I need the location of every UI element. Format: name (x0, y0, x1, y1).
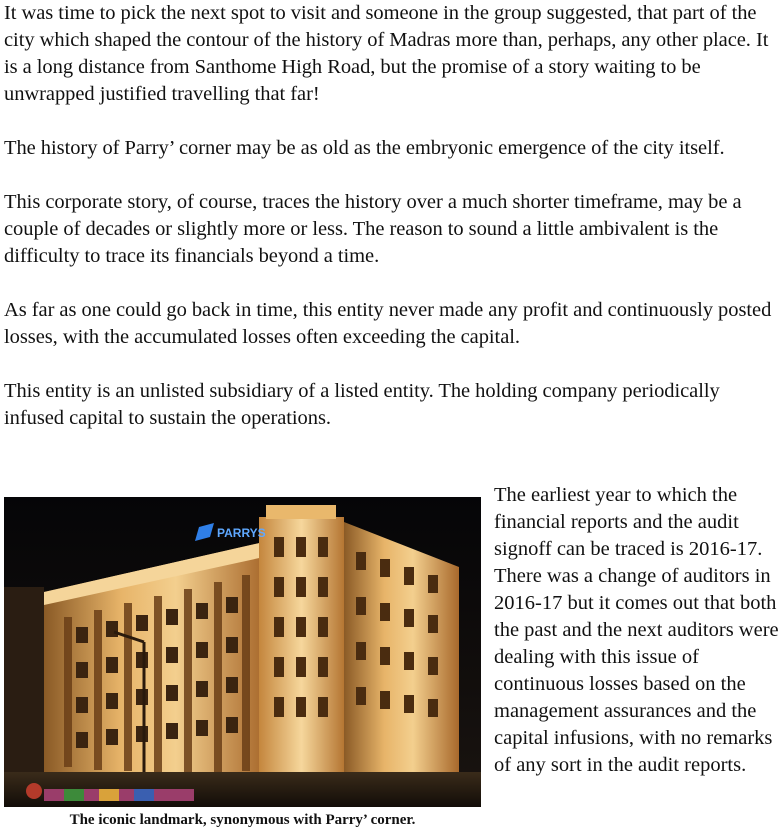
paragraph-losses: As far as one could go back in time, this entity never made any profit and continuously posted losses, with the accumulated losses often exceeding the capital. (4, 299, 772, 348)
article-body (4, 0, 780, 432)
building-photo (4, 497, 481, 807)
paragraph-corporate-story: This corporate story, of course, traces the history over a much shorter timeframe, may be a couple of decades or slightly more or less. The reason to sound a little ambivalent is the difficulty to trace its financials beyond a time. (4, 191, 742, 267)
photo-caption: The iconic landmark, synonymous with Parry’ corner. (69, 812, 416, 828)
figure-row (4, 482, 782, 831)
paragraph-history: The history of Parry’ corner may be as old as the embryonic emergence of the city itself. (4, 137, 725, 159)
paragraph-subsidiary: This entity is an unlisted subsidiary of a listed entity. The holding company periodically infused capital to sustain the operations. (4, 380, 720, 429)
parrys-building-illustration (4, 497, 481, 807)
svg-text:PARRYS: PARRYS (217, 526, 266, 540)
paragraph-audit: The earliest year to which the financial reports and the audit signoff can be traced is 2016-17. There was a change of auditors in 2016-17 but it comes out that both the past and the next auditors were dealing with this issue of continuous losses based on the management assurances and the capital infusions, with no remarks of any sort in the audit reports. (494, 484, 779, 776)
paragraph-intro: It was time to pick the next spot to visit and someone in the group suggested, that part of the city which shaped the contour of the history of Madras more than, perhaps, any other place. It is a long distance from Santhome High Road, but the promise of a story waiting to be unwrapped justified travelling that far! (4, 2, 769, 105)
